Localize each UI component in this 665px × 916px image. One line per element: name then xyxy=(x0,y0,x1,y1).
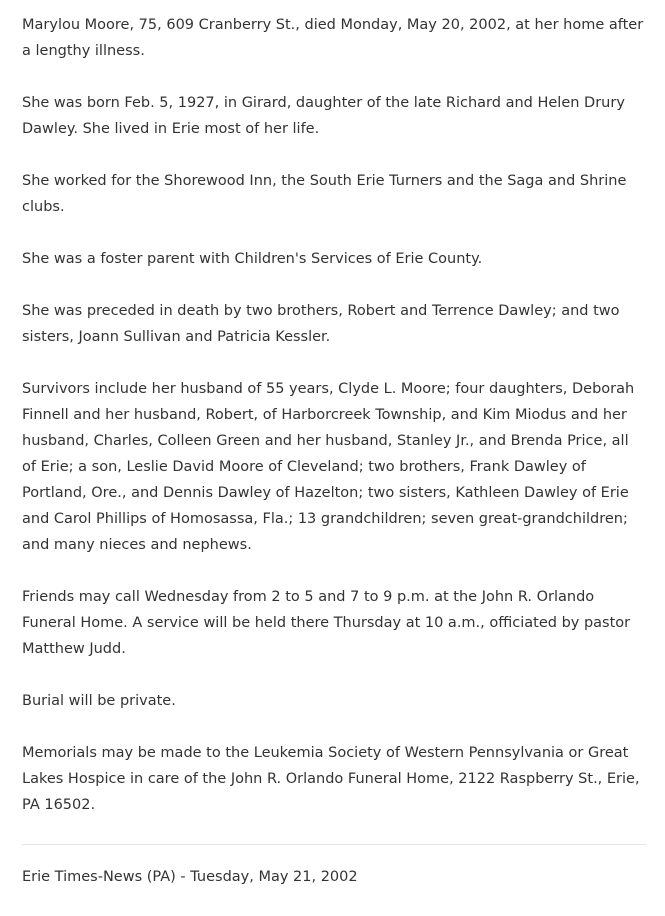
obituary-paragraph-preceded-in-death: She was preceded in death by two brothers, Robert and Terrence Dawley; and two sisters, Joann Sullivan and Patricia Kessler. xyxy=(22,303,620,345)
obituary-paragraph-death-notice: Marylou Moore, 75, 609 Cranberry St., died Monday, May 20, 2002, at her home after a lengthy illness. xyxy=(22,17,644,59)
obituary-paragraph-services: Friends may call Wednesday from 2 to 5 and 7 to 9 p.m. at the John R. Orlando Funeral Home. A service will be held there Thursday at 10 a.m., officiated by pastor Matthew Judd. xyxy=(22,589,631,657)
obituary-article xyxy=(22,12,646,916)
obituary-paragraph-memorials: Memorials may be made to the Leukemia Society of Western Pennsylvania or Great Lakes Hospice in care of the John R. Orlando Funeral Home, 2122 Raspberry St., Erie, PA 16502. xyxy=(22,745,640,813)
obituary-paragraph-birth: She was born Feb. 5, 1927, in Girard, daughter of the late Richard and Helen Drury Dawley. She lived in Erie most of her life. xyxy=(22,95,625,137)
source-line: Erie Times-News (PA) - Tuesday, May 21, 2002 xyxy=(22,869,358,885)
divider xyxy=(22,844,646,845)
obituary-paragraph-work: She worked for the Shorewood Inn, the South Erie Turners and the Saga and Shrine clubs. xyxy=(22,173,627,215)
obituary-paragraph-survivors: Survivors include her husband of 55 years, Clyde L. Moore; four daughters, Deborah Finnell and her husband, Robert, of Harborcreek Township, and Kim Miodus and her husband, Charles, Colleen Green and her husband, Stanley Jr., and Brenda Price, all of Erie; a son, Leslie David Moore of Cleveland; two brothers, Frank Dawley of Portland, Ore., and Dennis Dawley of Hazelton; two sisters, Kathleen Dawley of Erie and Carol Phillips of Homosassa, Fla.; 13 grandchildren; seven great-grandchildren; and many nieces and nephews. xyxy=(22,381,635,553)
obituary-paragraph-foster-parent: She was a foster parent with Children's Services of Erie County. xyxy=(22,251,483,267)
obituary-paragraph-burial: Burial will be private. xyxy=(22,693,176,709)
